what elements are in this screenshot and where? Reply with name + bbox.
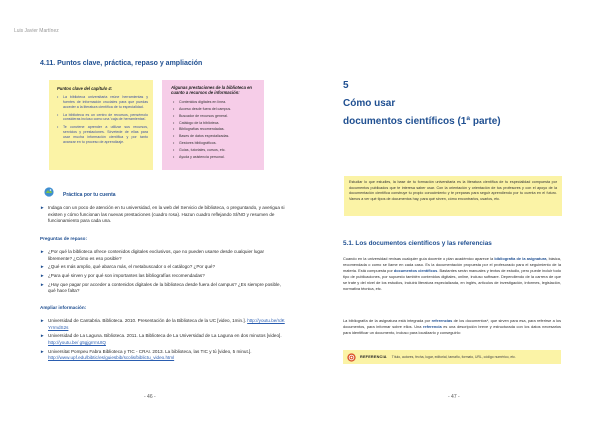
- further-reading-list: [40, 318, 288, 364]
- library-services-list: [171, 99, 259, 160]
- practice-title: Práctica por tu cuenta: [63, 192, 116, 198]
- question-item: ► ¿Para qué sirven y por qué son importantes las bibliografías recomendadas?: [40, 272, 205, 278]
- key-points-title: Puntos clave del capítulo 4:: [57, 86, 113, 91]
- library-services-title: Algunas prestaciones de la biblioteca en cuanto a recursos de información:: [171, 85, 252, 96]
- right-page: [300, 0, 600, 424]
- service-item: • Gestores bibliográficos.: [171, 140, 259, 147]
- service-item: • Bases de datos especializadas.: [171, 133, 259, 140]
- arrow-bullet-icon: ►: [40, 264, 45, 270]
- arrow-bullet-icon: ►: [40, 348, 45, 354]
- question-item: ► ¿Qué es más amplio, qué abarca más, el metabuscador o el catálogo? ¿Por qué?: [40, 264, 215, 270]
- chapter-title-line-1: Cómo usar: [343, 98, 396, 109]
- further-reading-item: ► Universidad de Cantabria. Biblioteca. 2010. Presentación de la Biblioteca de la UC [video, 1min.]. http://youtu.be/rdK YrrmdS2s: [40, 318, 285, 330]
- question-item: ► ¿Hay que pagar por acceder a contenidos digitales de la biblioteca desde fuera del campus? ¿Es siempre posible, qué hace falta?: [40, 281, 281, 294]
- arrow-bullet-icon: ►: [40, 318, 45, 323]
- page-number: - 46 -: [144, 394, 156, 400]
- reference-box: [343, 350, 561, 364]
- video-link[interactable]: http://youtu.be/ g5gjgrrmUtQ: [48, 339, 106, 345]
- further-reading-item: ► Universitat Pompeu Fabra Biblioteca y TIC - CRAI. 2013. La biblioteca, las TIC y tú [video, 5 minut.]. http://www.upf.edu/bibtic/es/guiesbib/scolis/biblictu_video.html: [40, 348, 252, 361]
- practice-intro-list: [40, 205, 288, 227]
- key-points-box: [49, 80, 153, 170]
- service-item: • Catálogo de la biblioteca.: [171, 120, 259, 127]
- highlight-term: referencias: [431, 318, 453, 323]
- question-item: ► ¿Por qué la biblioteca ofrece contenidos digitales exclusivos, que no pueden usarse desde cualquier lugar libremente? ¿Cómo es eso posible?: [40, 249, 265, 261]
- chapter-intro-box: Estudiar lo que estudies, la base de tu formación universitaria es la literatura científica de tu especialidad compuesta por documentos publicados que te interesa saber usar. Con la orientación y orientación de tus profesores y con el apoyo de la documentación científica construye tu propio conocimiento y te preparas para seguir aprendiendo por tu cuenta en el futuro. Vamos a ver qué tipos de documentos hay, para qué sirven, cómo encontrarlos, usarlos, etc.: [344, 176, 562, 216]
- service-item: • Guías, tutoriales, cursos, etc.: [171, 147, 259, 154]
- highlight-term: referencia: [423, 324, 442, 330]
- service-item: • Contenidos digitales en línea.: [171, 99, 259, 106]
- service-item: • Acceso desde fuera del campus.: [171, 106, 259, 113]
- arrow-bullet-icon: ►: [40, 333, 45, 339]
- chapter-title-line-2: documentos científicos (1ª parte): [343, 116, 501, 127]
- page-number: - 47 -: [448, 394, 460, 400]
- highlight-term: bibliografía de la asignatura: [494, 256, 547, 261]
- review-questions-label: Preguntas de repaso:: [40, 236, 87, 241]
- stamp-icon: [347, 353, 356, 362]
- arrow-bullet-icon: ►: [40, 205, 45, 210]
- video-link[interactable]: http://youtu.be/rdK YrrmdS2s: [48, 318, 285, 330]
- subsection-title: 5.1. Los documentos científicos y las referencias: [343, 240, 492, 247]
- arrow-bullet-icon: ►: [40, 281, 45, 287]
- body-paragraph: La bibliografía de la asignatura está integrada por referencias de los documentos*, que sirven para esa, para referirse a los documentos, para informar sobre ellos. Una referencia es una descripción breve y estructurada con los datos necesarios para identificar un documento, incluso para localizarlo y conseguirlo:: [343, 318, 562, 336]
- key-points-list: [56, 95, 148, 145]
- running-header-author: Luis Javier Martínez: [14, 28, 59, 34]
- arrow-bullet-icon: ►: [40, 249, 45, 254]
- further-reading-item: ► Universidad de La Laguna. Biblioteca. 2011. La Biblioteca de La Universidad de La Laguna en dos minutos [video]. http://youtu.be/ g5gjgrrmUtQ: [40, 333, 282, 345]
- key-point-item: • La biblioteca es un centro de recursos, pensémolo consideras incluso como una 'caja de herramientas'.: [56, 113, 148, 123]
- service-item: • Ayuda y asistencia personal.: [171, 154, 259, 161]
- reference-tag: REFERENCIA: [360, 355, 387, 359]
- review-questions-list: [40, 249, 288, 297]
- service-item: • Buscador de recursos general.: [171, 113, 259, 120]
- arrow-bullet-icon: ►: [40, 272, 45, 278]
- key-point-item: • La biblioteca universitaria reúne herramientas y fuentes de información cruciales para que puedas acceder a la literatura científica de tu especialidad.: [56, 95, 148, 110]
- chapter-number: 5: [343, 80, 349, 91]
- highlight-term: documentos científicos: [393, 268, 438, 274]
- practice-intro: ► Indaga con un poco de atención en tu universidad, en la web del Servicio de biblioteca, o preguntando, y averigua si existen y cómo funcionan las nuevas prestaciones (cuadro rosa). Hazun cuadro reflejando SÍ/NO y resumen de funcionamiento para cada una.: [40, 205, 285, 224]
- video-link[interactable]: http://www.upf.edu/bibtic/es/guiesbib/scolis/biblictu_video.html: [48, 355, 175, 361]
- practice-icon: [44, 187, 54, 197]
- body-paragraph: Cuando en la universidad revisas cualquier guía docente o plan académico aparece la bibliografía de la asignatura, básica, recomendada o como se llame en cada caso. Es la documentación propuesta por el profesorado para el seguimiento de la materia. Está compuesta por documentos científicos. Bastantes serán manuales y textos de estudio, pero puede incluir todo tipo de publicaciones, por supuesto también contenidos digitales, online, incluso software. Dependiendo de la carrera de que se trate y del nivel de los estudios, incluirá literatura especializada, en inglés, artículos de investigación, informes, legislación, normativa técnica, etc.: [343, 256, 561, 292]
- reference-fields: Título, autores, fecha, lugar, editorial, tamaño, formato, URL, código numérico, etc.: [391, 355, 516, 359]
- library-services-box: [162, 80, 264, 170]
- service-item: • Bibliografías recomendadas.: [171, 126, 259, 133]
- further-reading-label: Ampliar información:: [40, 305, 87, 310]
- key-point-item: • Te conviene aprender a utilizar sus recursos, servicios y prestaciones. Sírvetede de ellas para usar mucha información científica y por tanto avanzar en tu proceso de aprendizaje.: [56, 125, 148, 144]
- section-title: 4.11. Puntos clave, práctica, repaso y ampliación: [40, 60, 203, 67]
